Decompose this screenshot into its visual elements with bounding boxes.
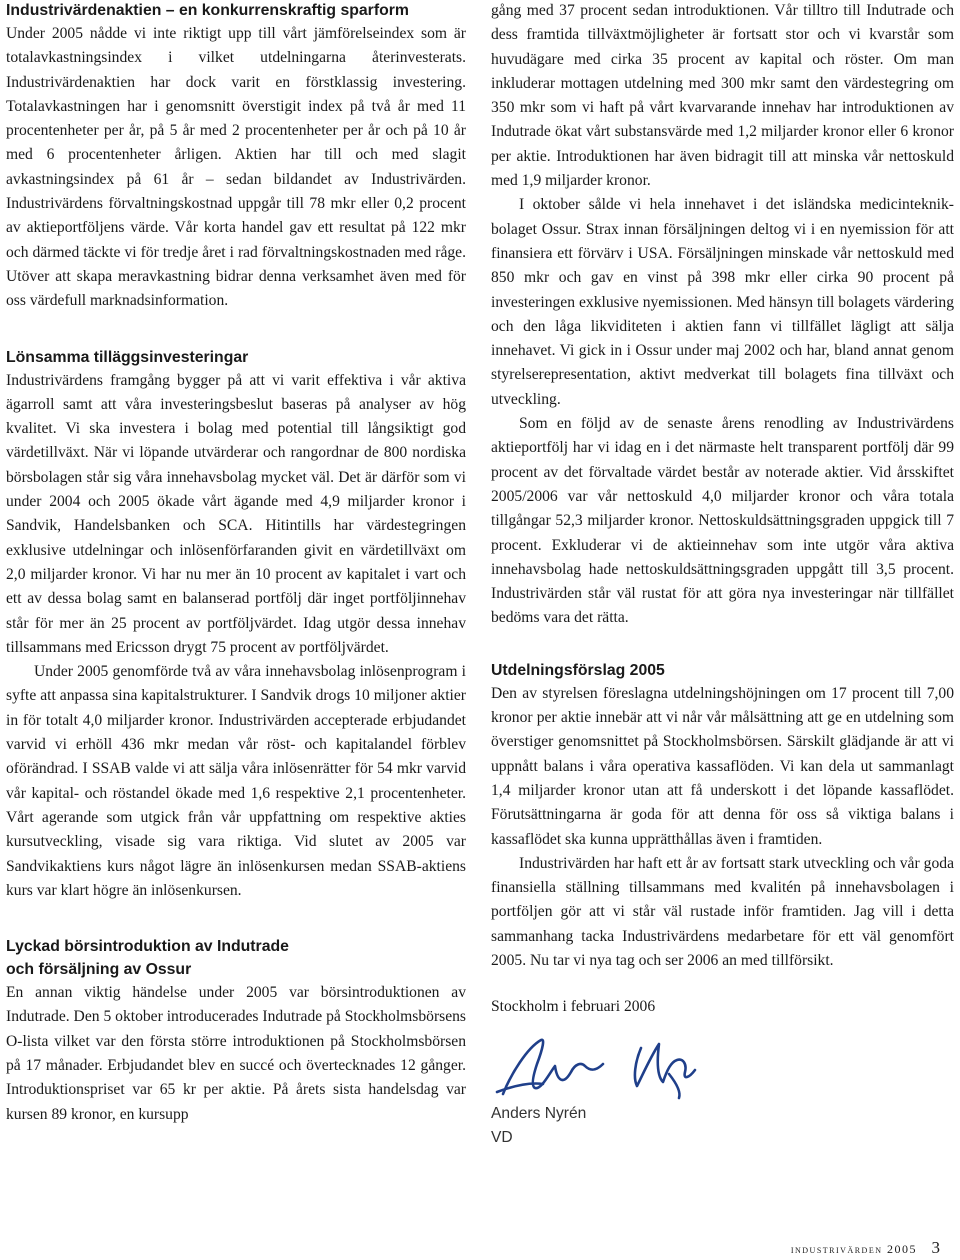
- section-heading-dividend-proposal: Utdelningsförslag 2005: [491, 661, 665, 679]
- paragraph-dividend-increase: Den av styrelsen föreslagna utdelningshöjningen om 17 procent till 7,00 kronor per aktie innebär att vi når vår målsättning att ge en utdelning som överstiger genomsnittet på Stockholmsbörsen. Särskilt glädjande är att vi uppnått balans i våra operativa kassaflöden. Vi kan dela ut sammanlagt 1,4 miljarder kronor utan att få underskott i det löpande kassaflödet. Förutsättningarna är goda för att denna för oss så viktiga balans i kassaflödet ska kunna upprätthållas även i framtiden.: [491, 684, 954, 848]
- paragraph-redemption-programs: Under 2005 genomförde två av våra innehavsbolag inlösenprogram i syfte att anpassa sina kapitalstrukturer. I Sandvik drogs 10 miljoner aktier in för totalt 4,0 miljarder kronor. Industrivärden accepterade erbjudandet varvid vi erhöll 436 mkr medan vår röst- och kapitalandel förblev oförändrad. I SSAB valde vi att sälja våra inlösenrätter för 54 mkr varvid vår kapital- och röstandel ökade med 1,6 respektive 2,1 procentenheter. Vårt agerande som utgick från vår uppfattning om respektive akties kursutveckling, visade sig vara riktiga. Vid slutet av 2005 var Sandvikaktiens kurs något lägre än inlösenkursen medan SSAB-aktiens kurs var klart högre än inlösenkursen.: [6, 663, 466, 899]
- heading-line-1: Lyckad börsintroduktion av Indutrade: [6, 938, 289, 956]
- left-column: [6, 0, 466, 1127]
- paragraph-investment-success: Industrivärdens framgång bygger på att vi varit effektiva i vår aktiva ägarroll samt att våra investeringsbeslut baseras på analyser av hög kvalitet. Vi ska investera i bolag med potential till långsiktigt god värdetillväxt. När vi löpande utvärderar och rangordnar de 800 nordiska börsbolagen står sig våra innehavsbolag mycket väl. Det är därför som vi under 2004 och 2005 ökade vårt ägande med 4,9 miljarder kronor i Sandvik, Handelsbanken och SCA. Hitintills har värdestegringen exklusive utdelningar och inlösenförfaranden givit en värdetillväxt om 2,0 miljarder kronor. Vi har nu mer än 10 procent av kapitalet i vart och ett av dessa bolag samt en balanserad portfölj där inget portföljinnehav står för mer än 25 procent av portföljvärdet. Idag utgör dessa innehav tillsammans med Ericsson drygt 75 procent av portföljvärdet.: [6, 371, 466, 656]
- section-heading-profitable-investments: Lönsamma tilläggsinvesteringar: [6, 348, 249, 366]
- signer-title: VD: [491, 1128, 513, 1146]
- paragraph-indutrade-continued: gång med 37 procent sedan introduktionen. Vår tilltro till Indutrade och dess framtida tillväxtmöjligheter är fortsatt stor och vi kvarstår som huvudägare med cirka 35 procent av kapital och röster. Om man inkluderar mottagen utdelning med 300 mkr samt den värdestegring om 350 mkr som vi haft på vårt kvarvarande innehav har introduktionen av Indutrade ökat vårt substansvärde med 1,2 miljarder kronor eller 6 kronor per aktie. Introduktionen har även bidragit till att minska vår nettoskuld med 1,9 miljarder kronor.: [491, 2, 954, 190]
- heading-line-2: och försäljning av Ossur: [6, 961, 192, 979]
- paragraph-portfolio-transparency: Som en följd av de senaste årens renodling av Industrivärdens aktieportfölj har vi idag en i det närmaste helt transparent portfölj där 99 procent av det förvaltade värdet består av noterade aktier. Vid årsskiftet 2005/2006 var vår nettoskuld 4,0 miljarder kronor och våra totala tillgångar 52,3 miljarder kronor. Nettoskuldsättningsgraden uppgick till 7 procent. Exkluderar vi de aktieinnehav som inte utgör våra aktiva innehavsbolag hade nettoskuldsättningsgraden uppgått till 3,5 procent. Industrivärden står väl rustat för att göra nya investeringar när tillfället bedöms vara det rätta.: [491, 415, 954, 627]
- paragraph-indutrade-ipo: En annan viktig händelse under 2005 var börsintroduktionen av Indutrade. Den 5 oktober introducerades Indutrade på Stockholmsbörsens O-lista vilket var den första större introduktionen på Stockholmsbörsen på 17 månader. Erbjudandet blev en succé och övertecknades 12 gånger. Introduktionspriset var 65 kr per aktie. På årets sista handelsdag var kursen 89 kronor, en kursupp: [6, 984, 466, 1123]
- paragraph-ossur-sale: I oktober sålde vi hela innehavet i det isländska medicinteknikbolaget Ossur. Strax innan försäljningen deltog vi i en nyemission för att finansiera ett förvärv i USA. Försäljningen minskade vår nettoskuld med 850 mkr och gav en vinst på 398 mkr eller cirka 90 procent på investeringen exklusive nyemissionen. Med hänsyn till bolagets värdering och den låga likviditeten i aktien fann vi tillfället lägligt att sälja innehavet. Vi gick in i Ossur under maj 2002 och har, bland annat genom styrelserepresentation, aktivt medverkat till bolagets fina tillväxt och utveckling.: [491, 196, 954, 408]
- right-column: [491, 0, 954, 1150]
- section-heading-indutrade-ipo: [6, 935, 466, 981]
- place-and-date: Stockholm i februari 2006: [491, 998, 656, 1016]
- footer-publication: industrivärden 2005: [790, 1242, 917, 1256]
- paragraph-total-return: Under 2005 nådde vi inte riktigt upp till vårt jämförelseindex som är totalavkastningsindex i vilket utdelningarna återinvesterats. Industrivärdenaktien har dock varit en förstklassig investering. Totalavkastningen har i genomsnitt överstigit index på två år med 11 procentenheter per år, på 5 år med 2 procentenheter per år och på 10 år med 6 procentenheter årligen. Aktien har till och med slagit avkastningsindex på 61 år – sedan bildandet av Industrivärden. Industrivärdens förvaltningskostnad uppgår till 78 mkr eller 0,2 procent av aktieportföljens värde. Vår korta handel gav ett resultat på 122 mkr och därmed täckte vi för tredje året i rad förvaltningskostnaden med råge. Utöver att skapa meravkastning bidrar denna verksamhet även med för oss värdefull marknadsinformation.: [6, 25, 466, 310]
- signer-name: Anders Nyrén: [491, 1104, 587, 1122]
- page-footer: [791, 1238, 940, 1258]
- section-heading-competitive-savings: Industrivärdenaktien – en konkurrenskraftig sparform: [6, 2, 409, 19]
- paragraph-strong-development: Industrivärden har haft ett år av fortsatt stark utveckling och vår goda finansiella ställning tillsammans med kvalitén på innehavsbolagen i portföljen gör att vi står väl rustade inför framtiden. Jag vill i detta sammanhang tacka Industrivärdens medarbetare för ett väl genomfört 2005. Nu tar vi nya tag och ser 2006 an med tillförsikt.: [491, 854, 954, 969]
- page-number: 3: [931, 1238, 940, 1257]
- handwritten-signature-icon: [493, 1034, 713, 1102]
